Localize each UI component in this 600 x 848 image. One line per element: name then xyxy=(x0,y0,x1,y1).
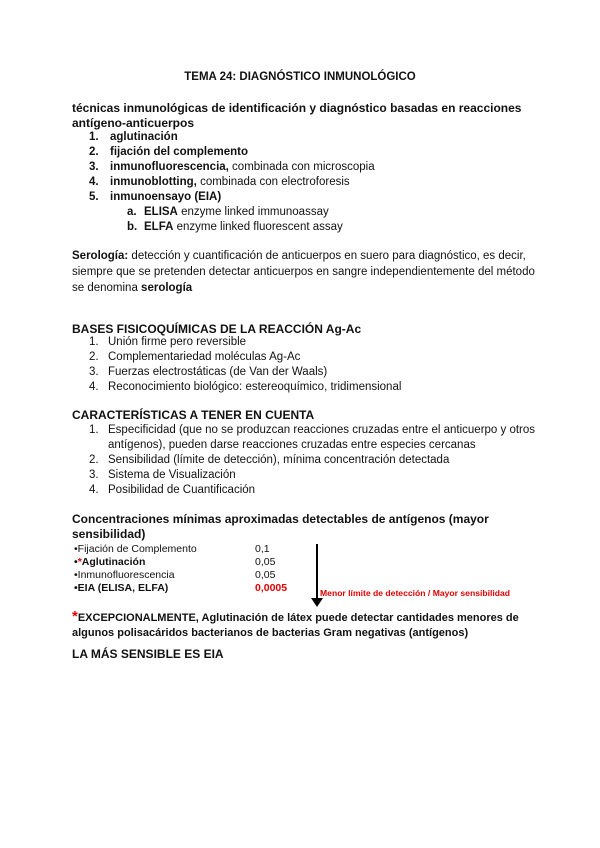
concentraciones-heading-line-1: Concentraciones mínimas aproximadas detectables de antígenos (mayor xyxy=(72,512,489,526)
excepcional-line-2: algunos polisacáridos bacterianos de bacterias Gram negativas (antígenos) xyxy=(72,627,469,639)
list-number: 1. xyxy=(89,424,99,436)
list-text: fijación del complemento xyxy=(110,146,249,158)
list-number: 5. xyxy=(89,191,99,203)
intro-line-1: técnicas inmunológicas de identificación y diagnóstico basadas en reacciones xyxy=(72,101,522,115)
row-value: 0,05 xyxy=(255,569,276,581)
row-label: •*Aglutinación xyxy=(74,556,146,568)
sensitivity-arrow-line xyxy=(316,544,318,604)
list-text: Posibilidad de Cuantificación xyxy=(108,484,256,496)
row-label: •Fijación de Complemento xyxy=(74,543,197,555)
list-text: inmunoensayo (EIA) xyxy=(110,191,222,203)
page-title: TEMA 24: DIAGNÓSTICO INMUNOLÓGICO xyxy=(184,71,416,83)
row-label: •EIA (ELISA, ELFA) xyxy=(74,582,169,594)
row-label: •Inmunofluorescencia xyxy=(74,569,175,581)
list-number: 1. xyxy=(89,336,99,348)
list-letter: a. xyxy=(127,206,137,218)
serologia-line-1: Serología: detección y cuantificación de anticuerpos en suero para diagnóstico, es decir, xyxy=(72,250,526,262)
serologia-paragraph xyxy=(72,248,535,296)
row-value: 0,1 xyxy=(255,543,270,555)
sensitivity-arrow-label: Menor límite de detección / Mayor sensibilidad xyxy=(320,588,511,598)
concentraciones-heading-line-2: sensibilidad) xyxy=(72,527,146,541)
list-text: inmunoblotting, combinada con electroforesis xyxy=(110,176,350,188)
list-number: 4. xyxy=(89,484,99,496)
concentraciones-heading xyxy=(72,512,489,542)
row-value: 0,0005 xyxy=(255,582,288,594)
list-text: Unión firme pero reversible xyxy=(108,336,247,348)
list-number: 2. xyxy=(89,146,99,158)
list-number: 3. xyxy=(89,366,99,378)
list-text: Especificidad (que no se produzcan reacciones cruzadas entre el anticuerpo y otros xyxy=(108,424,536,436)
list-item-continuation: antígenos), pueden darse reacciones cruzadas entre especies cercanas xyxy=(108,439,476,451)
list-text: Sensibilidad (límite de detección), mínima concentración detectada xyxy=(108,454,450,466)
caracteristicas-heading: CARACTERÍSTICAS A TENER EN CUENTA xyxy=(72,408,315,422)
excepcional-line-1: *EXCEPCIONALMENTE, Aglutinación de látex puede detectar cantidades menores de xyxy=(72,608,519,625)
list-text: ELFA enzyme linked fluorescent assay xyxy=(144,221,343,233)
conclusion: LA MÁS SENSIBLE ES EIA xyxy=(72,647,224,661)
intro-line-2: antígeno-anticuerpos xyxy=(72,116,195,130)
bases-heading: BASES FISICOQUÍMICAS DE LA REACCIÓN Ag-Ac xyxy=(72,322,362,336)
list-text: Reconocimiento biológico: estereoquímico, tridimensional xyxy=(108,381,402,393)
intro-paragraph xyxy=(72,101,521,131)
down-arrow-icon xyxy=(311,598,323,607)
serologia-line-2: siempre que se pretenden detectar anticuerpos en sangre independientemente del método xyxy=(72,266,535,278)
row-value: 0,05 xyxy=(255,556,276,568)
list-number: 1. xyxy=(89,131,99,143)
list-text: ELISA enzyme linked immunoassay xyxy=(144,206,329,218)
serologia-line-3: se denomina serología xyxy=(72,282,193,294)
list-number: 3. xyxy=(89,161,99,173)
list-number: 2. xyxy=(89,351,99,363)
list-text: inmunofluorescencia, combinada con microscopia xyxy=(110,161,375,173)
list-text: Fuerzas electrostáticas (de Van der Waals) xyxy=(108,366,328,378)
excepcional-note xyxy=(72,609,519,641)
list-text: Complementariedad moléculas Ag-Ac xyxy=(108,351,301,363)
list-number: 4. xyxy=(89,176,99,188)
list-number: 4. xyxy=(89,381,99,393)
list-number: 2. xyxy=(89,454,99,466)
list-number: 3. xyxy=(89,469,99,481)
list-text: aglutinación xyxy=(110,131,178,143)
list-letter: b. xyxy=(127,221,138,233)
list-text: Sistema de Visualización xyxy=(108,469,236,481)
